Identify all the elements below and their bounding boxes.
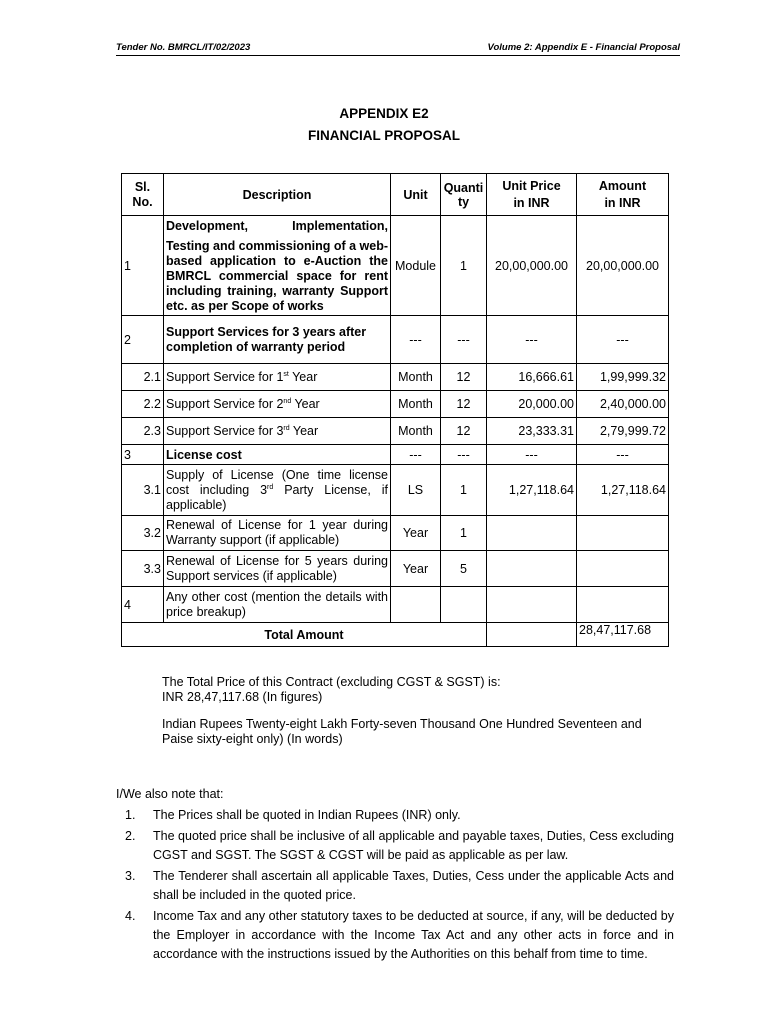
total-amount: 28,47,117.68 (577, 623, 669, 647)
unit-price-cell: --- (487, 316, 577, 364)
quantity-cell: --- (441, 316, 487, 364)
notes-intro: I/We also note that: (116, 787, 224, 801)
unit-price-cell: 1,27,118.64 (487, 465, 577, 516)
sl-cell: 2.3 (122, 418, 164, 445)
unit-cell: Year (391, 516, 441, 551)
unit-price-cell: 16,666.61 (487, 364, 577, 391)
quantity-cell: 1 (441, 465, 487, 516)
list-item: 1. The Prices shall be quoted in Indian Rupees (INR) only. (125, 808, 461, 822)
volume-title: Volume 2: Appendix E - Financial Proposal (487, 42, 680, 53)
header-unit-price: Unit Price in INR (487, 174, 577, 216)
unit-cell: Month (391, 364, 441, 391)
total-price-statement (162, 675, 501, 705)
list-item: 2. The quoted price shall be inclusive of all applicable and payable taxes, Duties, Cess excluding CGST and SGST. The SGST & CGST will be paid as applicable as per law. (125, 829, 674, 862)
quantity-cell: 5 (441, 551, 487, 587)
description-cell: Support Service for 1st Year (164, 364, 391, 391)
description-cell: Any other cost (mention the details with price breakup) (164, 587, 391, 623)
amount-cell: 1,27,118.64 (577, 465, 669, 516)
sl-cell: 2.1 (122, 364, 164, 391)
unit-cell: Month (391, 418, 441, 445)
financial-table (121, 173, 669, 647)
header-amount: Amount in INR (577, 174, 669, 216)
sl-cell: 2 (122, 316, 164, 364)
notes-list (116, 806, 674, 966)
list-item: 4. Income Tax and any other statutory taxes to be deducted at source, if any, will be deducted by the Employer in accordance with the Income Tax Act and any other acts in force and in accordance with the instructions issued by the Authorities on this behalf from time to time. (125, 909, 674, 961)
unit-cell: Module (391, 216, 441, 316)
table-row (122, 316, 669, 364)
header-unit: Unit (391, 174, 441, 216)
appendix-title: APPENDIX E2 (339, 106, 429, 121)
unit-price-cell (487, 587, 577, 623)
table-row (122, 445, 669, 465)
total-label: Total Amount (122, 623, 487, 647)
quantity-cell: 12 (441, 364, 487, 391)
table-row (122, 364, 669, 391)
header-quantity: Quantity (441, 174, 487, 216)
quantity-cell: 1 (441, 216, 487, 316)
unit-price-cell (487, 516, 577, 551)
amount-cell: --- (577, 316, 669, 364)
unit-cell (391, 587, 441, 623)
description-cell: Supply of License (One time license cost including 3rd Party License, if applicable) (164, 465, 391, 516)
table-row (122, 516, 669, 551)
description-cell: Renewal of License for 1 year during Warranty support (if applicable) (164, 516, 391, 551)
quantity-cell: 1 (441, 516, 487, 551)
total-price-figures: INR 28,47,117.68 (In figures) (162, 690, 323, 704)
description-line-2: Testing and commissioning of a web-based application to e-Auction the BMRCL commercial space for rent including training, warranty Support etc. as per Scope of works (166, 238, 389, 313)
unit-price-cell: 23,333.31 (487, 418, 577, 445)
unit-cell: Month (391, 391, 441, 418)
unit-cell: --- (391, 445, 441, 465)
description-cell: Support Service for 2nd Year (164, 391, 391, 418)
description-cell: Support Service for 3rd Year (164, 418, 391, 445)
description-line-1: Development, Implementation, (166, 218, 388, 233)
amount-cell: 2,79,999.72 (577, 418, 669, 445)
quantity-cell: 12 (441, 391, 487, 418)
description-cell (164, 216, 391, 316)
header-description: Description (164, 174, 391, 216)
sl-cell: 3.3 (122, 551, 164, 587)
sl-cell: 1 (122, 216, 164, 316)
amount-cell: 1,99,999.32 (577, 364, 669, 391)
amount-cell (577, 551, 669, 587)
page-header (116, 42, 680, 56)
description-cell: Renewal of License for 5 years during Support services (if applicable) (164, 551, 391, 587)
unit-price-cell (487, 551, 577, 587)
header-sl: Sl. No. (122, 174, 164, 216)
description-cell: License cost (164, 445, 391, 465)
sl-cell: 2.2 (122, 391, 164, 418)
tender-number: Tender No. BMRCL/IT/02/2023 (116, 42, 251, 53)
unit-price-cell: --- (487, 445, 577, 465)
total-row (122, 623, 669, 647)
table-header-row (122, 174, 669, 216)
sl-cell: 3.1 (122, 465, 164, 516)
amount-cell: 2,40,000.00 (577, 391, 669, 418)
table-row (122, 391, 669, 418)
amount-cell (577, 587, 669, 623)
amount-cell (577, 516, 669, 551)
quantity-cell: 12 (441, 418, 487, 445)
sl-cell: 3.2 (122, 516, 164, 551)
amount-cell: 20,00,000.00 (577, 216, 669, 316)
sl-cell: 3 (122, 445, 164, 465)
unit-cell: LS (391, 465, 441, 516)
unit-price-cell: 20,00,000.00 (487, 216, 577, 316)
total-price-line: The Total Price of this Contract (excluding CGST & SGST) is: (162, 675, 501, 689)
unit-cell: Year (391, 551, 441, 587)
unit-cell: --- (391, 316, 441, 364)
total-unit-price-cell (487, 623, 577, 647)
table-row (122, 465, 669, 516)
total-price-words: Indian Rupees Twenty-eight Lakh Forty-seven Thousand One Hundred Seventeen and Paise sixty-eight only) (In words) (162, 717, 642, 746)
amount-cell: --- (577, 445, 669, 465)
quantity-cell (441, 587, 487, 623)
table-row (122, 216, 669, 316)
unit-price-cell: 20,000.00 (487, 391, 577, 418)
quantity-cell: --- (441, 445, 487, 465)
description-cell: Support Services for 3 years after completion of warranty period (164, 316, 391, 364)
list-item: 3. The Tenderer shall ascertain all applicable Taxes, Duties, Cess under the applicable Acts and shall be included in the quoted price. (125, 869, 674, 902)
sl-cell: 4 (122, 587, 164, 623)
table-row (122, 551, 669, 587)
table-row (122, 418, 669, 445)
document-title: FINANCIAL PROPOSAL (307, 128, 460, 143)
table-row (122, 587, 669, 623)
